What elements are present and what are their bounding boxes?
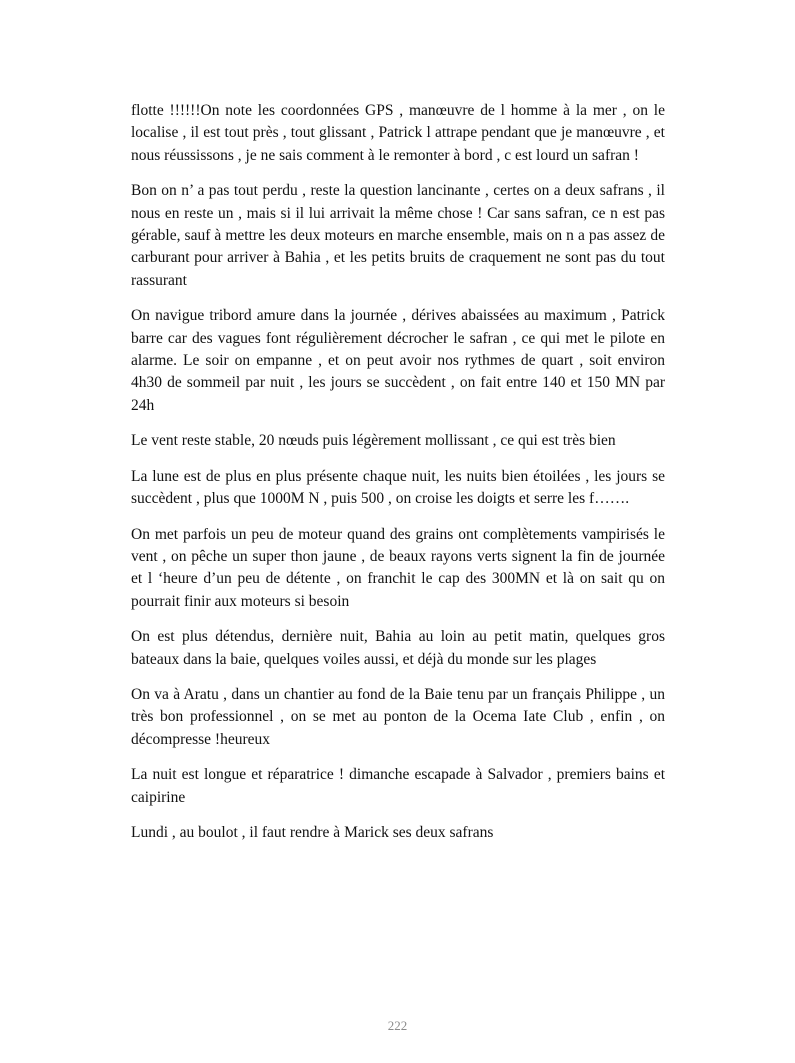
paragraph-3: On navigue tribord amure dans la journée , dérives abaissées au maximum , Patrick barre car des vagues font régulièrement décrocher le safran , ce qui met le pilote en alarme. Le soir on empanne , et on peut avoir nos rythmes de quart , soit environ 4h30 de sommeil par nuit , les jours se succèdent , on fait entre 140 et 150 MN par 24h [131, 307, 665, 414]
page-number: 222 [387, 1018, 408, 1033]
body-text [131, 100, 665, 857]
paragraph-9: La nuit est longue et réparatrice ! dimanche escapade à Salvador , premiers bains et caipirine [131, 766, 665, 806]
paragraph-2: Bon on n’ a pas tout perdu , reste la question lancinante , certes on a deux safrans , il nous en reste un , mais si il lui arrivait la même chose ! Car sans safran, ce n est pas gérable, sauf à mettre les deux moteurs en marche ensemble, mais on n a pas assez de carburant pour arriver à Bahia , et les petits bruits de craquement ne sont pas du tout rassurant [131, 182, 665, 289]
paragraph-8: On va à Aratu , dans un chantier au fond de la Baie tenu par un français Philippe , un très bon professionnel , on se met au ponton de la Ocema Iate Club , enfin , on décompresse !heureux [131, 685, 665, 748]
paragraph-10: Lundi , au boulot , il faut rendre à Marick ses deux safrans [131, 823, 494, 841]
paragraph-4: Le vent reste stable, 20 nœuds puis légèrement mollissant , ce qui est très bien [131, 432, 616, 450]
paragraph-5: La lune est de plus en plus présente chaque nuit, les nuits bien étoilées , les jours se succèdent , plus que 1000M N , puis 500 , on croise les doigts et serre les f……. [131, 467, 665, 508]
paragraph-7: On est plus détendus, dernière nuit, Bahia au loin au petit matin, quelques gros bateaux dans la baie, quelques voiles aussi, et déjà du monde sur les plages [131, 628, 665, 668]
paragraph-1: flotte !!!!!!On note les coordonnées GPS , manœuvre de l homme à la mer , on le localise , il est tout près , tout glissant , Patrick l attrape pendant que je manœuvre , et nous réussissons , je ne sais comment à le remonter à bord , c est lourd un safran ! [131, 102, 665, 164]
paragraph-6: On met parfois un peu de moteur quand des grains ont complètements vampirisés le vent , on pêche un super thon jaune , de beaux rayons verts signent la fin de journée et l ‘heure d’un peu de détente , on franchit le cap des 300MN et là on sait qu on pourrait finir aux moteurs si besoin [131, 525, 665, 610]
